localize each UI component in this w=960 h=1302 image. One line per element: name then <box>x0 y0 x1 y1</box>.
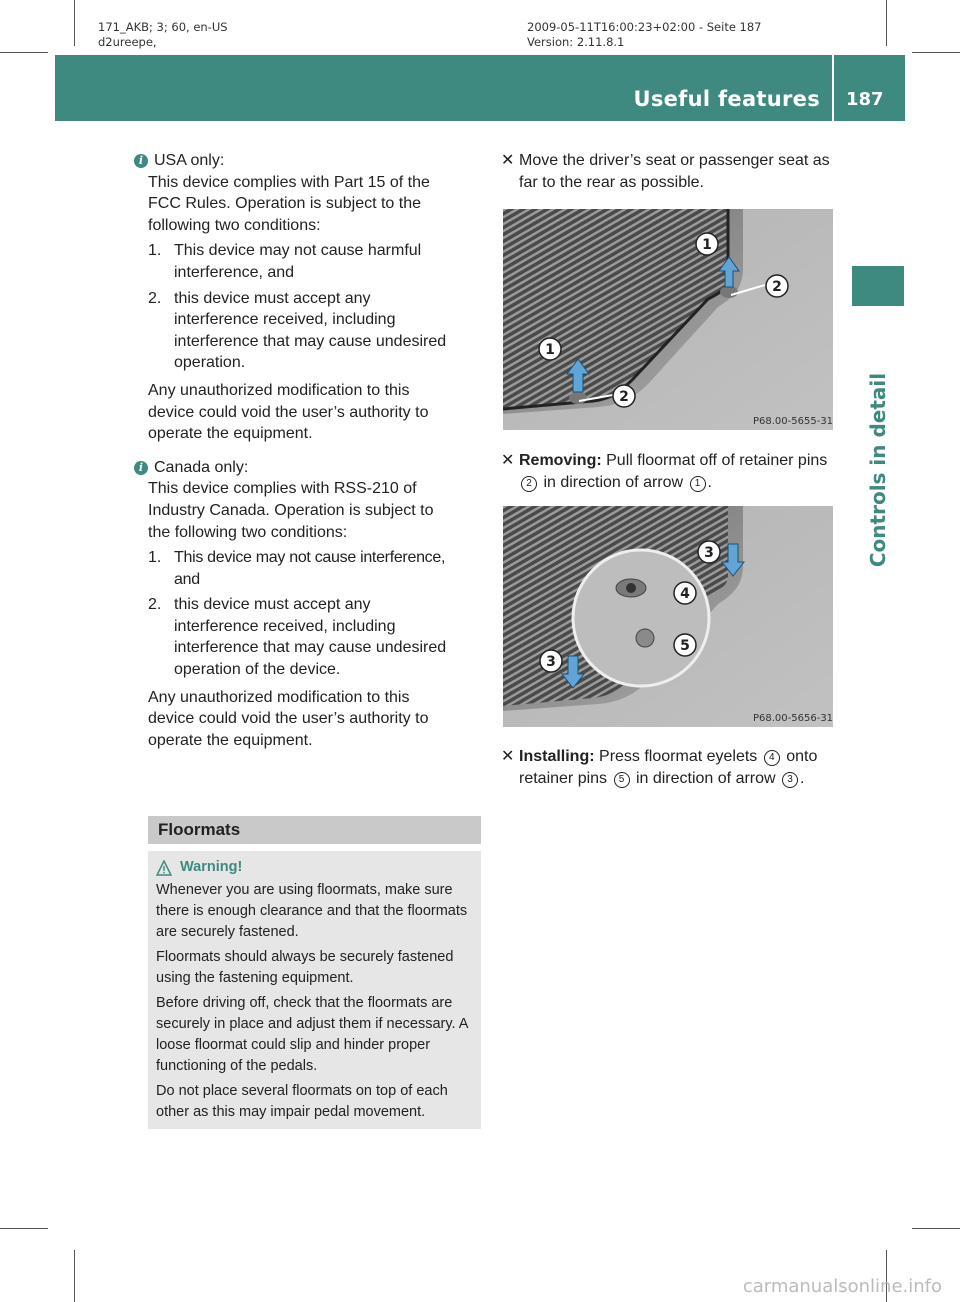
list-line: This device may not cause harmful <box>174 242 422 260</box>
list-number: 2. <box>148 596 162 614</box>
list-item <box>148 594 482 680</box>
step-removing <box>501 450 835 493</box>
right-column <box>501 150 835 193</box>
list-line: interference that may cause undesired <box>174 639 447 657</box>
info-icon: i <box>134 461 148 475</box>
usa-heading: USA only: <box>154 152 225 169</box>
side-tab-marker <box>852 266 904 306</box>
usa-footer-line: Any unauthorized modification to this <box>148 381 410 399</box>
meta-left-line1: 171_AKB; 3; 60, en-US <box>98 20 228 34</box>
canada-footer-line: device could void the user’s authority to <box>148 710 429 728</box>
list-line: this device must accept any <box>174 289 371 307</box>
crop-mark <box>0 1228 48 1229</box>
ref-number: 3 <box>782 772 798 788</box>
page-title: Useful features <box>633 87 820 111</box>
floormat-installation-photo <box>503 506 833 727</box>
list-number: 2. <box>148 289 162 307</box>
ref-number: 1 <box>690 476 706 492</box>
info-icon: i <box>134 154 148 168</box>
list-number: 1. <box>148 549 162 567</box>
ref-number: 4 <box>764 750 780 766</box>
list-line: this device must accept any <box>174 596 371 614</box>
floormat-installation-illustration <box>503 506 833 727</box>
photo-code: P68.00-5655-31 <box>753 416 833 427</box>
left-column <box>138 150 482 751</box>
list-line: interference received, including <box>174 311 396 329</box>
list-line: operation. <box>174 354 246 372</box>
crop-mark <box>74 0 75 46</box>
list-line: This device may not cause interference, <box>174 549 446 567</box>
usa-footer-line: operate the equipment. <box>148 425 313 443</box>
callout-label: 3 <box>704 545 714 561</box>
meta-left-line2: d2ureepe, <box>98 35 157 49</box>
floormat-removal-illustration <box>503 209 833 430</box>
step-label: Removing: <box>519 452 602 469</box>
crop-mark <box>912 1228 960 1229</box>
callout-label: 1 <box>545 342 555 358</box>
meta-right-line1: 2009-05-11T16:00:23+02:00 - Seite 187 <box>527 20 762 34</box>
callout-label: 2 <box>619 389 629 405</box>
step-text: in direction of arrow <box>543 473 684 491</box>
warning-box <box>148 851 481 1129</box>
callout-label: 4 <box>680 586 690 602</box>
floormat-removal-photo <box>503 209 833 430</box>
step-row <box>501 746 835 789</box>
step-move-seat <box>501 150 835 193</box>
usa-intro-line: following two conditions: <box>148 216 321 234</box>
step-text: in direction of arrow <box>635 769 776 787</box>
warning-paragraph: Whenever you are using floormats, make sure there is enough clearance and that the floormats are securely fastened. <box>156 882 468 940</box>
warning-paragraph: Before driving off, check that the floormats are securely in place and adjust them if necessary. A loose floormat could slip and hinder proper functioning of the pedals. <box>156 995 468 1074</box>
section-heading: Floormats <box>148 816 481 844</box>
canada-footer <box>148 687 482 752</box>
ref-number: 5 <box>614 772 630 788</box>
warning-title: Warning! <box>180 859 243 875</box>
warning-paragraph: Floormats should always be securely fastened using the fastening equipment. <box>156 949 454 986</box>
canada-intro-line: Industry Canada. Operation is subject to <box>148 501 434 519</box>
watermark: carmanualsonline.info <box>742 1276 942 1297</box>
usa-info-block <box>138 150 482 172</box>
usa-intro-line: This device complies with Part 15 of the <box>148 173 430 191</box>
list-item <box>148 288 482 374</box>
canada-footer-line: operate the equipment. <box>148 731 313 749</box>
canada-footer-line: Any unauthorized modification to this <box>148 688 410 706</box>
warning-triangle-icon <box>156 860 172 876</box>
usa-footer-line: device could void the user’s authority to <box>148 403 429 421</box>
canada-info-block <box>138 457 482 479</box>
canada-intro-line: This device complies with RSS-210 of <box>148 480 417 498</box>
callout-label: 3 <box>546 654 556 670</box>
page-number: 187 <box>846 89 884 110</box>
list-line: operation of the device. <box>174 661 341 679</box>
step-body: Installing: Press floormat eyelets 4 onto retainer pins 5 in direction of arrow 3 . <box>519 748 818 787</box>
usa-intro-line: FCC Rules. Operation is subject to the <box>148 195 422 213</box>
step-row <box>501 450 835 493</box>
list-item <box>148 240 482 283</box>
crop-mark <box>912 52 960 53</box>
list-item <box>148 547 482 590</box>
list-line: interference that may cause undesired <box>174 332 447 350</box>
crop-mark <box>0 52 48 53</box>
step-label: Installing: <box>519 748 595 765</box>
meta-right <box>527 20 762 50</box>
warning-paragraph: Do not place several floormats on top of each other as this may impair pedal movement. <box>156 1083 448 1120</box>
step-text: onto retainer pins <box>519 748 818 787</box>
warning-title-row <box>156 857 473 878</box>
step-text: Press floormat eyelets <box>599 748 758 765</box>
canada-heading: Canada only: <box>154 458 249 476</box>
step-text: Pull floormat off of retainer pins <box>606 452 828 469</box>
step-text: Move the driver’s seat or passenger seat as far to the rear as possible. <box>519 152 830 191</box>
list-line: and <box>174 570 200 588</box>
usa-footer <box>148 380 482 445</box>
step-installing <box>501 746 835 789</box>
crop-mark <box>74 1250 75 1302</box>
step-marker-icon: ✕ <box>501 748 515 765</box>
list-line: interference received, including <box>174 617 396 635</box>
photo-code: P68.00-5656-31 <box>753 713 833 724</box>
callout-label: 5 <box>680 638 690 654</box>
header-separator <box>832 55 834 121</box>
step-body: Removing: Pull floormat off of retainer pins 2 in direction of arrow 1 . <box>519 452 828 491</box>
meta-left <box>98 20 228 50</box>
step-marker-icon: ✕ <box>501 152 515 169</box>
callout-label: 1 <box>702 237 712 253</box>
canada-intro-line: the following two conditions: <box>148 523 348 541</box>
list-number: 1. <box>148 242 162 260</box>
section-label: Controls in detail <box>866 372 890 568</box>
list-line: interference, and <box>174 263 295 281</box>
ref-number: 2 <box>521 476 537 492</box>
step-marker-icon: ✕ <box>501 452 515 469</box>
meta-right-line2: Version: 2.11.8.1 <box>527 35 625 49</box>
crop-mark <box>886 0 887 46</box>
callout-label: 2 <box>772 279 782 295</box>
